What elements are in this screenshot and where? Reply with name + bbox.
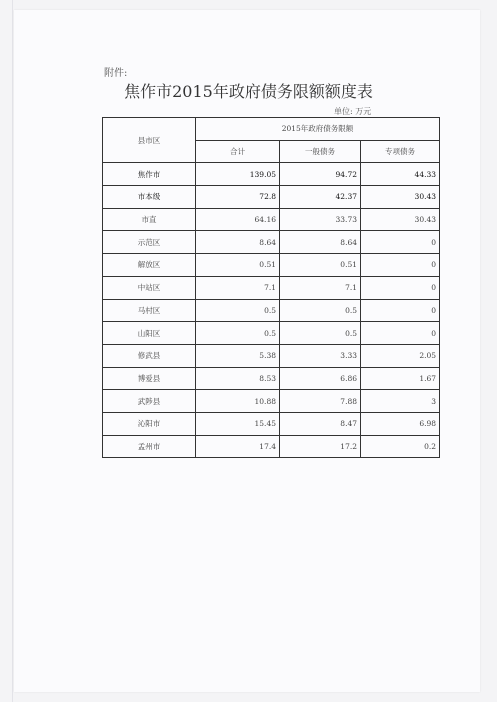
row-special: 2.05 — [361, 344, 440, 367]
row-name: 中站区 — [103, 276, 196, 299]
region-header: 县市区 — [103, 118, 196, 163]
row-name: 解放区 — [103, 254, 196, 277]
row-special: 6.98 — [361, 412, 440, 435]
group-header: 2015年政府债务限额 — [196, 118, 440, 141]
row-special: 0 — [361, 231, 440, 254]
page-fold-line — [12, 0, 13, 702]
row-total: 8.53 — [196, 367, 280, 390]
row-special: 0 — [361, 299, 440, 322]
row-general: 0.5 — [280, 299, 361, 322]
row-total: 0.51 — [196, 254, 280, 277]
row-total: 8.64 — [196, 231, 280, 254]
row-total: 15.45 — [196, 412, 280, 435]
row-general: 8.47 — [280, 412, 361, 435]
table-row — [103, 276, 440, 299]
table-row — [103, 299, 440, 322]
row-total: 10.88 — [196, 390, 280, 413]
row-total: 0.5 — [196, 322, 280, 345]
table-row — [103, 344, 440, 367]
row-special: 0 — [361, 254, 440, 277]
row-total: 7.1 — [196, 276, 280, 299]
row-special: 44.33 — [361, 163, 440, 186]
table-row — [103, 367, 440, 390]
table-row — [103, 186, 440, 209]
row-general: 33.73 — [280, 208, 361, 231]
row-general: 42.37 — [280, 186, 361, 209]
row-special: 30.43 — [361, 208, 440, 231]
row-special: 0 — [361, 322, 440, 345]
column-header-total: 合计 — [196, 140, 280, 163]
row-name: 示范区 — [103, 231, 196, 254]
row-name: 马村区 — [103, 299, 196, 322]
row-name: 市直 — [103, 208, 196, 231]
row-name: 沁阳市 — [103, 412, 196, 435]
table-row — [103, 163, 440, 186]
row-name: 焦作市 — [103, 163, 196, 186]
document-title: 焦作市2015年政府债务限额额度表 — [124, 82, 373, 101]
column-header-special: 专项债务 — [361, 140, 440, 163]
column-header-general: 一般债务 — [280, 140, 361, 163]
row-total: 5.38 — [196, 344, 280, 367]
row-general: 7.1 — [280, 276, 361, 299]
table-row — [103, 254, 440, 277]
row-name: 市本级 — [103, 186, 196, 209]
row-name: 博爱县 — [103, 367, 196, 390]
attachment-label: 附件: — [104, 68, 128, 79]
row-special: 1.67 — [361, 367, 440, 390]
row-special: 0.2 — [361, 435, 440, 458]
row-total: 72.8 — [196, 186, 280, 209]
row-general: 8.64 — [280, 231, 361, 254]
row-name: 修武县 — [103, 344, 196, 367]
row-general: 17.2 — [280, 435, 361, 458]
row-general: 0.51 — [280, 254, 361, 277]
row-total: 0.5 — [196, 299, 280, 322]
table-row — [103, 412, 440, 435]
row-general: 7.88 — [280, 390, 361, 413]
debt-limit-table — [102, 117, 440, 458]
row-special: 3 — [361, 390, 440, 413]
table-row — [103, 390, 440, 413]
table-row — [103, 208, 440, 231]
row-name: 孟州市 — [103, 435, 196, 458]
row-total: 64.16 — [196, 208, 280, 231]
unit-label: 单位: 万元 — [334, 107, 372, 116]
table-row — [103, 231, 440, 254]
row-general: 0.5 — [280, 322, 361, 345]
row-name: 山阳区 — [103, 322, 196, 345]
row-name: 武陟县 — [103, 390, 196, 413]
row-total: 17.4 — [196, 435, 280, 458]
row-general: 3.33 — [280, 344, 361, 367]
table-row — [103, 322, 440, 345]
row-special: 30.43 — [361, 186, 440, 209]
row-general: 94.72 — [280, 163, 361, 186]
table-row — [103, 435, 440, 458]
row-general: 6.86 — [280, 367, 361, 390]
row-special: 0 — [361, 276, 440, 299]
row-total: 139.05 — [196, 163, 280, 186]
